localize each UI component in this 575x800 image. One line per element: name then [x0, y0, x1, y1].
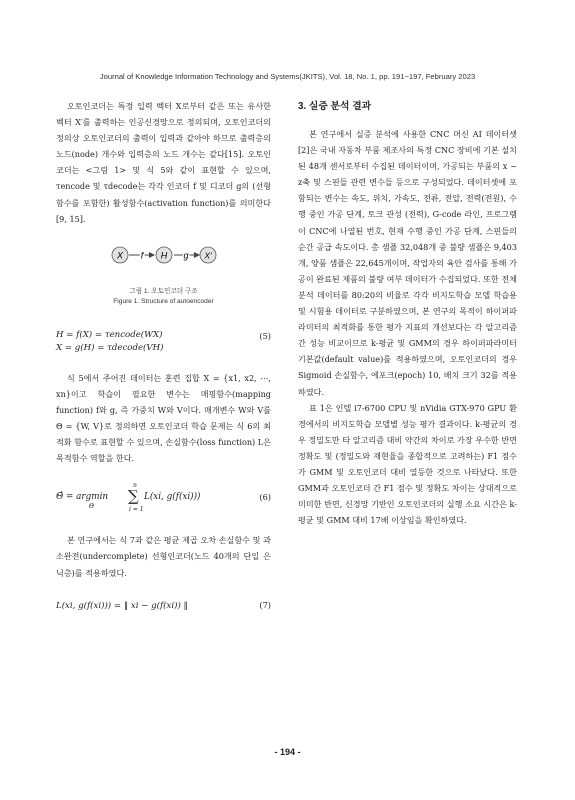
- equation-6-lhs: Θ̂ = argmin: [56, 492, 109, 503]
- node-x-label: X: [116, 250, 124, 261]
- equation-7-body: L(xi, g(f(xi))) = ‖ xi − g(f(xi)) ‖: [56, 600, 188, 611]
- equation-7-number: (7): [259, 599, 271, 610]
- equation-6-sum-top: n: [133, 482, 137, 490]
- equation-5-line-1: H = f(X) = τencode(WX): [56, 329, 163, 340]
- equation-5-number: (5): [259, 330, 271, 341]
- left-column: [56, 98, 271, 613]
- paragraph-dataset: 본 연구에서 실증 분석에 사용한 CNC 머신 AI 데이터셋[2]은 국내 자동차 부품 제조사의 특정 CNC 장비에 기본 설치된 48개 센서로부터 수집된 데이터이며, 가공되는 부품의 x ~ z축 및 스핀들 관련 변수들 등으로 구성되었다. 데이터셋에 포함되는 변수는 속도, 위치, 가속도, 전류, 전압, 전력(전원), 수행 중인 가공 단계, 토크 관성 (전력), G-code 라인, 프로그램이 CNC에 나열된 번호, 현재 수행 중인 가공 단계, 스핀들의 순간 공급 속도이다. 총 샘플 32,048개 중 불량 샘플은 9,403개, 양품 샘플은 22,645개이며, 작업자의 육안 검사를 통해 가공이 완료된 제품의 불량 여부 데이터가 수집되었다. 또한 전체 분석 데이터를 80:20의 비율로 각각 비지도학습 모델 학습용 및 시험용 데이터로 구분하였으며, 본 연구의 목적이 하이퍼파라미터의 최적화를 통한 평가 지표의 개선보다는 각 알고리즘 간 성능 비교이므로 k-평균 및 GMM의 경우 하이퍼파라미터 기본값(default value)를 적용하였으며, 오토인코더의 경우 Sigmoid 손실함수, 에포크(epoch) 10, 배치 크기 32를 적용하였다.: [298, 129, 517, 397]
- paragraph-autoencoder-intro: 오토인코더는 특정 입력 벡터 X로부터 같은 또는 유사한 벡터 X′를 출력하는 인공신경망으로 정의되며, 오토인코더의 정의상 오토인코더의 출력이 입력과 같아야 하므로 출력층의 노드(node) 개수와 입력층의 노드 개수는 같다[15]. 오토인코더는 <그림 1> 및 식 5와 같이 표현할 수 있으며, τencode 및 τdecode는 각각 인코더 f 및 디코더 g의 (선형 함수를 포함한) 활성함수(activation function)를 의미한다[9, 15].: [56, 101, 271, 224]
- paragraph-results: 표 1은 인텔 i7-6700 CPU 및 nVidia GTX-970 GPU 환경에서의 비지도학습 모델별 성능 평가 결과이다. k-평균의 경우 정밀도만 타 알고리즘 대비 약간의 차이로 가장 우수한 반면 정확도 및 (정밀도와 재현율을 종합적으로 고려하는) F1 점수가 GMM 및 오토인코더 대비 열등한 것으로 나타났다. 또한 GMM과 오토인코더 간 F1 점수 및 정확도 차이는 상대적으로 미미한 반면, 신경망 기반인 오토인코더의 실행 소요 시간은 k-평균 및 GMM 대비 17배 이상임을 확인하였다.: [298, 402, 517, 526]
- equation-6: [56, 482, 271, 514]
- equation-6-argmin-sub: Θ: [89, 503, 94, 511]
- equation-5-line-2: X = g(H) = τdecode(VH): [56, 342, 164, 353]
- equation-6-number: (6): [259, 492, 271, 503]
- section-heading: 3. 실증 분석 결과: [298, 101, 372, 112]
- edge-f-label: f: [140, 250, 144, 261]
- right-column: [298, 98, 517, 528]
- equation-6-sum-bottom: i = 1: [129, 506, 144, 514]
- node-x-prime-label: X': [204, 250, 212, 261]
- paragraph-loss-function: 본 연구에서는 식 7과 같은 평균 제곱 오차 손실함수 및 과소완전(undercomplete) 선형인코더(노드 40개의 단일 은닉층)를 적용하였다.: [56, 535, 271, 578]
- page-number: - 194 -: [274, 747, 301, 757]
- equation-6-rhs: L(xi, g(f(xi))): [144, 492, 201, 503]
- figure-1: [56, 240, 271, 307]
- equation-6-sum-sign: ∑: [128, 487, 139, 506]
- running-header: Journal of Knowledge Information Technology and Systems(JKITS), Vol. 18, No. 1, pp. 191~197, February 2023: [99, 72, 476, 81]
- paragraph-training-set: 식 5에서 주어진 데이터는 훈련 집합 X = {x1, x2, ⋯, xn}이고 학습이 필요한 변수는 매핑함수(mapping function) f와 g, 즉 가중치 W와 V이다. 매개변수 W와 V를 Θ = {W, V}로 정의하면 오토인코더 학습 문제는 식 6의 최적화 함수로 표현할 수 있으며, 손실함수(loss function) L은 목적함수 역할을 한다.: [56, 372, 271, 464]
- autoencoder-diagram: [56, 240, 271, 280]
- equation-5: [56, 329, 271, 355]
- figure-caption-ko: 그림 1. 오토인코더 구조: [129, 287, 198, 295]
- edge-g-label: g: [183, 250, 189, 261]
- figure-caption-en: Figure 1. Structure of autoencoder: [113, 297, 214, 305]
- equation-7: [56, 600, 271, 613]
- node-h-label: H: [160, 250, 168, 261]
